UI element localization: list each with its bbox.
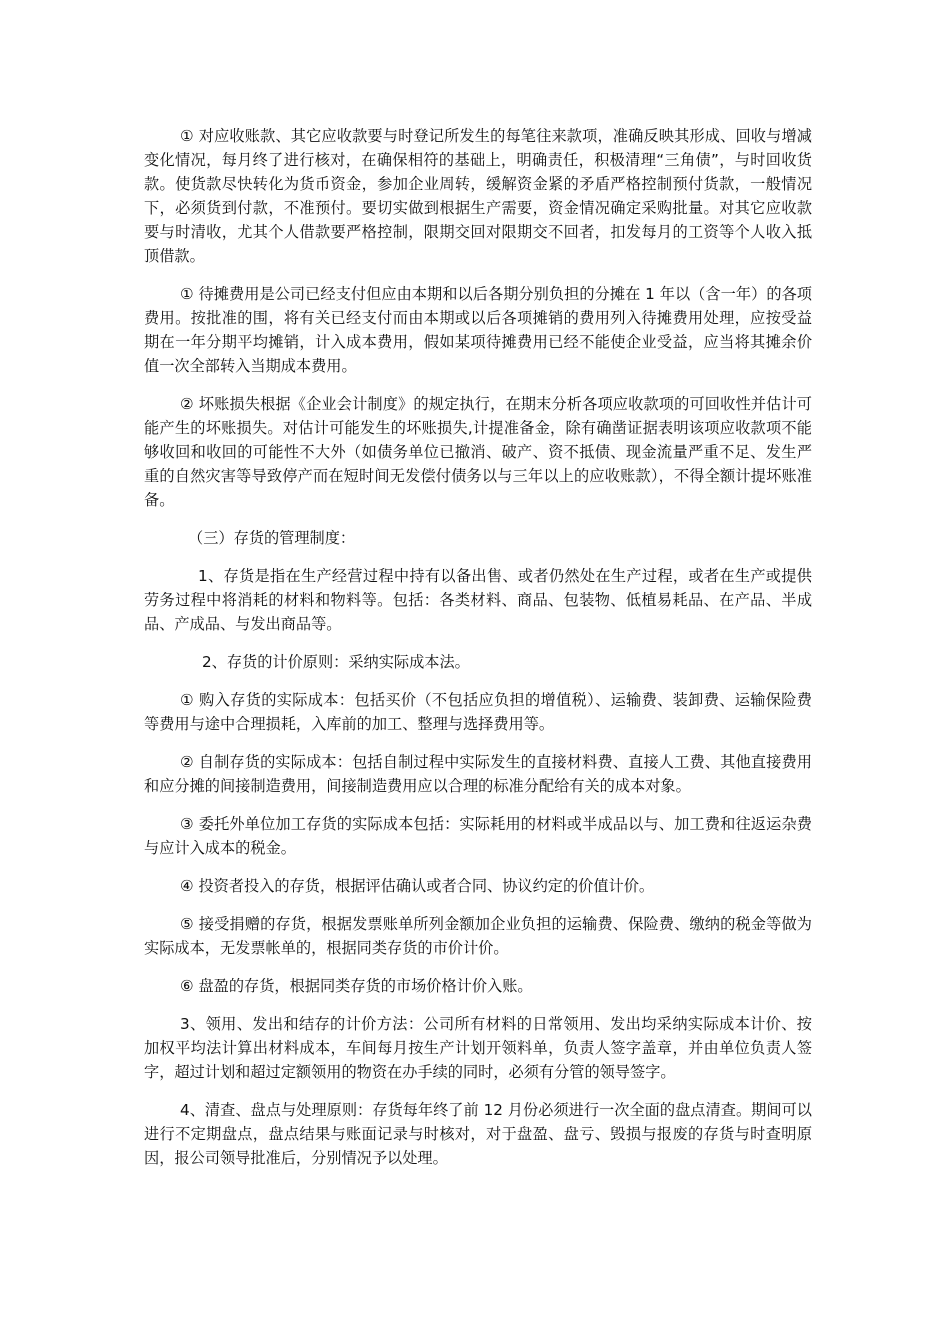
- document-page: [144, 124, 812, 1184]
- paragraph-inventory-definition: 1、存货是指在生产经营过程中持有以备出售、或者仍然处在生产过程，或者在生产或提供劳务过程中将消耗的材料和物料等。包括：各类材料、商品、包装物、低植易耗品、在产品、半成品、产成品、与发出商品等。: [144, 567, 812, 633]
- paragraph-inventory-surplus: ⑥ 盘盈的存货，根据同类存货的市场价格计价入账。: [180, 977, 533, 995]
- paragraph-donated-inventory: ⑤ 接受捐赠的存货，根据发票账单所列金额加企业负担的运输费、保险费、缴纳的税金等做为实际成本，无发票帐单的，根据同类存货的市价计价。: [144, 915, 812, 957]
- paragraph-bad-debt-loss: ② 坏账损失根据《企业会计制度》的规定执行，在期末分析各项应收款项的可回收性并估计可能产生的坏账损失。对估计可能发生的坏账损失,计提准备金，除有确凿证据表明该项应收款项不能够收回和收回的可能性不大外（如债务单位已撤消、破产、资不抵债、现金流量严重不足、发生严重的自然灾害等导致停产而在短时间无发偿付债务以与三年以上的应收账款），不得全额计提坏账准备。: [144, 395, 812, 509]
- paragraph-investor-contributed-inventory: ④ 投资者投入的存货，根据评估确认或者合同、协议约定的价值计价。: [180, 877, 655, 895]
- paragraph-issuing-valuation-method: 3、领用、发出和结存的计价方法：公司所有材料的日常领用、发出均采纳实际成本计价、按加权平均法计算出材料成本，车间每月按生产计划开领料单，负责人签字盖章，并由单位负责人签字，超过计划和超过定额领用的物资在办手续的同时，必须有分管的领导签字。: [144, 1015, 812, 1081]
- paragraph-inventory-valuation-principle: 2、存货的计价原则：采纳实际成本法。: [202, 653, 470, 671]
- paragraph-purchased-inventory-cost: ① 购入存货的实际成本：包括买价（不包括应负担的增值税）、运输费、装卸费、运输保险费等费用与途中合理损耗，入库前的加工、整理与选择费用等。: [144, 691, 812, 733]
- paragraph-stocktaking-principle: 4、清查、盘点与处理原则：存货每年终了前 12 月份必须进行一次全面的盘点清查。期间可以进行不定期盘点，盘点结果与账面记录与时核对，对于盘盈、盘亏、毁损与报废的存货与时查明原因，报公司领导批准后，分别情况予以处理。: [144, 1101, 812, 1167]
- paragraph-outsourced-processing-cost: ③ 委托外单位加工存货的实际成本包括：实际耗用的材料或半成品以与、加工费和往返运杂费与应计入成本的税金。: [144, 815, 812, 857]
- paragraph-self-made-inventory-cost: ② 自制存货的实际成本：包括自制过程中实际发生的直接材料费、直接人工费、其他直接费用和应分摊的间接制造费用，间接制造费用应以合理的标准分配给有关的成本对象。: [144, 753, 812, 795]
- paragraph-receivables: ① 对应收账款、其它应收款要与时登记所发生的每笔往来款项，准确反映其形成、回收与增减变化情况，每月终了进行核对，在确保相符的基础上，明确责任，积极清理“三角债”，与时回收货款。使货款尽快转化为货币资金，参加企业周转，缓解资金紧的矛盾严格控制预付货款，一般情况下，必须货到付款，不准预付。要切实做到根据生产需要，资金情况确定采购批量。对其它应收款要与时清收，尤其个人借款要严格控制，限期交回对限期交不回者，扣发每月的工资等个人收入抵顶借款。: [144, 127, 812, 265]
- paragraph-prepaid-expenses: ① 待摊费用是公司已经支付但应由本期和以后各期分别负担的分摊在 1 年以（含一年）的各项费用。按批准的围，将有关已经支付而由本期或以后各项摊销的费用列入待摊费用处理，应按受益期在一年分期平均摊销，计入成本费用，假如某项待摊费用已经不能使企业受益，应当将其摊余价值一次全部转入当期成本费用。: [144, 285, 812, 375]
- section-heading-inventory: （三）存货的管理制度：: [188, 529, 356, 547]
